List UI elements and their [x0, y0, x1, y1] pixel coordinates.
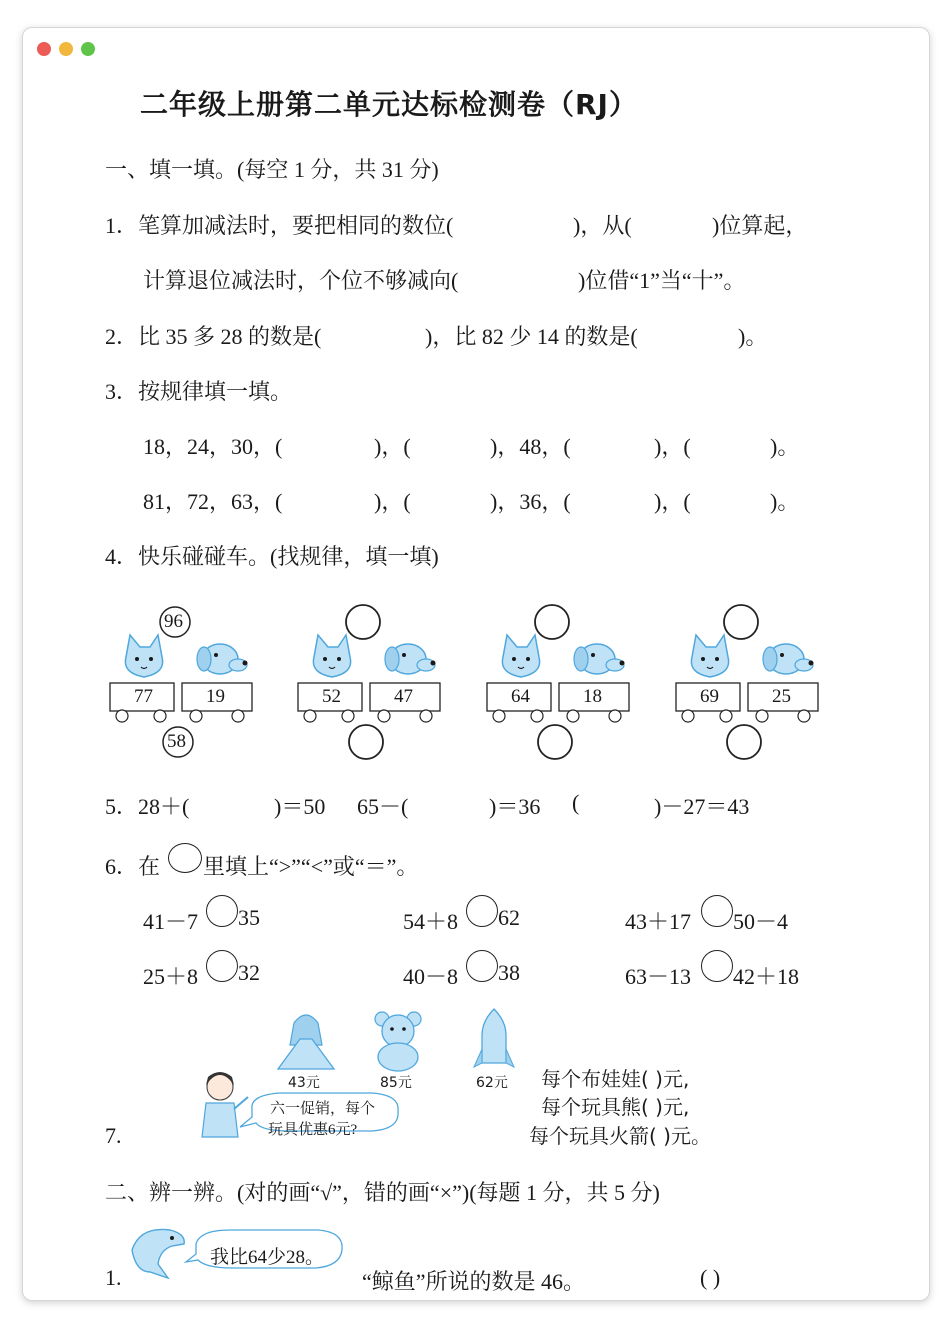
car3-right-number: 18	[583, 686, 602, 707]
section2-header: 二、辨一辨。(对的画“√”，错的画“×”)(每题 1 分，共 5 分)	[105, 1180, 660, 1205]
q3-row2-part: )，(	[374, 489, 411, 514]
minimize-window-button[interactable]	[59, 42, 73, 56]
car1-top-number: 96	[164, 611, 183, 632]
q6-label-b: 里填上“>”“<”或“＝”。	[203, 854, 419, 879]
q7-answer-doll: 每个布娃娃( )元,	[541, 1067, 690, 1091]
bumper-car-2	[298, 605, 440, 759]
q6-item-left: 54＋8	[403, 909, 459, 934]
bumper-car-4	[676, 605, 818, 759]
q5-b: )＝50	[274, 794, 326, 819]
q6-item-left: 40－8	[403, 964, 459, 989]
s2-q1-answer-paren[interactable]: ( )	[700, 1265, 721, 1290]
toy-shop-illustration	[0, 1005, 950, 1145]
q6-item-right: 62	[498, 905, 520, 930]
doll-price: 43元	[288, 1075, 320, 1091]
q4-label: 4．快乐碰碰车。(找规律，填一填)	[105, 544, 439, 569]
s2-q1-text: “鲸鱼”所说的数是 46。	[362, 1269, 586, 1294]
maximize-window-button[interactable]	[81, 42, 95, 56]
q3-row2-part: )。	[770, 489, 800, 514]
car4-left-number: 69	[700, 686, 719, 707]
car1-bottom-number: 58	[167, 731, 186, 752]
q3-row1-part: )。	[770, 434, 800, 459]
dolphin-bubble-text: 我比64少28。	[210, 1247, 325, 1268]
dolphin-icon	[132, 1229, 184, 1278]
q6-item-left: 63－13	[625, 964, 692, 989]
bear-icon	[375, 1012, 421, 1071]
q3-row1-part: )，48，(	[490, 434, 571, 459]
close-window-button[interactable]	[37, 42, 51, 56]
q6-item-left: 25＋8	[143, 964, 199, 989]
bubble-line-2: 玩具优惠6元?	[268, 1122, 358, 1138]
q3-row2-part: )，(	[654, 489, 691, 514]
car2-left-number: 52	[322, 686, 341, 707]
q7-number: 7.	[105, 1123, 122, 1148]
compare-answer-circle[interactable]	[701, 895, 733, 927]
q6-item-right: 32	[238, 960, 260, 985]
q6-item-left: 41－7	[143, 909, 199, 934]
q6-item-right: 38	[498, 960, 520, 985]
q2-b: )，比 82 少 14 的数是(	[425, 324, 638, 349]
car1-left-number: 77	[134, 686, 153, 707]
q6-item-right: 50－4	[733, 909, 789, 934]
bear-price: 85元	[380, 1075, 412, 1091]
q3-row1-part: 18，24，30，(	[143, 434, 283, 459]
q3-row1-part: )，(	[654, 434, 691, 459]
bumper-car-3	[487, 605, 629, 759]
q3-row2-part: )，36，(	[490, 489, 571, 514]
window-titlebar	[23, 28, 929, 70]
q1-line1-c: )位算起，	[712, 213, 808, 238]
rocket-icon	[474, 1009, 514, 1067]
q3-row1-part: )，(	[374, 434, 411, 459]
car4-right-number: 25	[772, 686, 791, 707]
q1-line1-a: 1．笔算加减法时，要把相同的数位(	[105, 213, 454, 238]
compare-answer-circle[interactable]	[466, 950, 498, 982]
compare-answer-circle[interactable]	[701, 950, 733, 982]
compare-circle-icon	[168, 843, 202, 873]
q1-line2-b: )位借“1”当“十”。	[578, 268, 746, 293]
q3-label: 3．按规律填一填。	[105, 379, 293, 404]
q1-line1-b: )，从(	[573, 213, 632, 238]
q5-f: )－27＝43	[654, 794, 750, 819]
q5-a: 5．28＋(	[105, 794, 190, 819]
q7-answer-rocket: 每个玩具火箭( )元。	[529, 1124, 711, 1148]
q6-item-left: 43＋17	[625, 909, 692, 934]
q5-e: (	[572, 790, 580, 815]
q6-item-right: 35	[238, 905, 260, 930]
bubble-line-1: 六一促销，每个	[270, 1101, 376, 1117]
q1-line2-a: 计算退位减法时，个位不够减向(	[143, 268, 459, 293]
q5-d: )＝36	[489, 794, 541, 819]
s2-q1-number: 1.	[105, 1265, 122, 1290]
compare-answer-circle[interactable]	[206, 950, 238, 982]
section1-header: 一、填一填。(每空 1 分，共 31 分)	[105, 157, 439, 182]
car1-right-number: 19	[206, 686, 225, 707]
q5-c: 65－(	[357, 794, 409, 819]
q2-a: 2．比 35 多 28 的数是(	[105, 324, 322, 349]
car3-left-number: 64	[511, 686, 530, 707]
q3-row2-part: 81，72，63，(	[143, 489, 283, 514]
car2-right-number: 47	[394, 686, 413, 707]
compare-answer-circle[interactable]	[466, 895, 498, 927]
q2-c: )。	[738, 324, 768, 349]
rocket-price: 62元	[476, 1075, 508, 1091]
q6-label-a: 6．在	[105, 854, 161, 879]
q7-answer-bear: 每个玩具熊( )元,	[541, 1095, 690, 1119]
q6-item-right: 42＋18	[733, 964, 800, 989]
worksheet-title: 二年级上册第二单元达标检测卷（RJ）	[140, 88, 638, 121]
doll-icon	[278, 1015, 334, 1069]
compare-answer-circle[interactable]	[206, 895, 238, 927]
